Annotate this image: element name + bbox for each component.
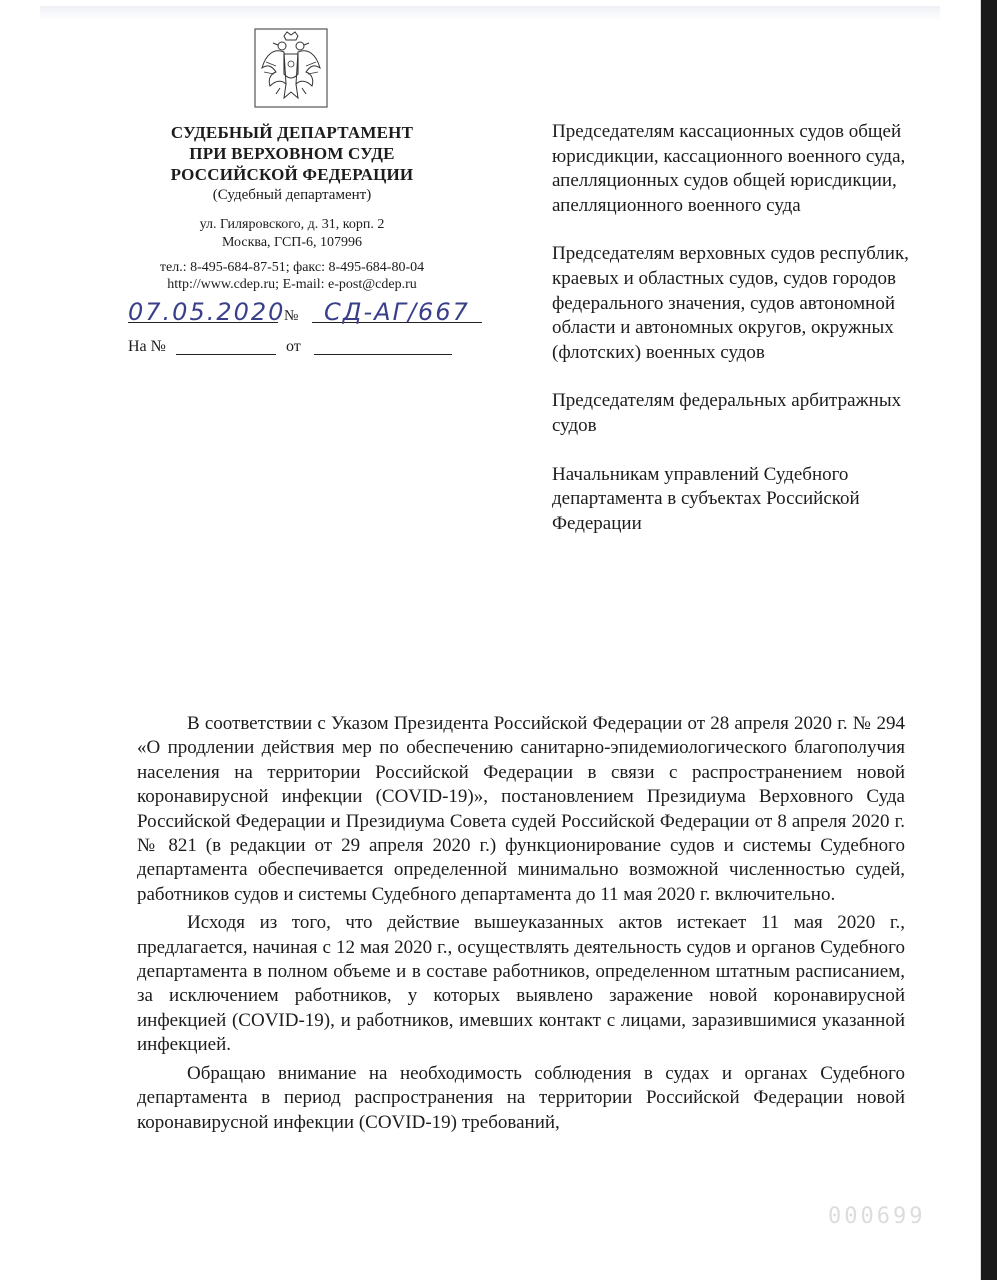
addressee-2: Председателям верховных судов республик, краевых и областных судов, судов городов федерального значения, судов автономной области и автономных округов, окружных (флотских) военных судов — [552, 243, 909, 363]
scan-artifact — [40, 6, 940, 20]
department-name-line1: СУДЕБНЫЙ ДЕПАРТАМЕНТ — [170, 123, 414, 142]
sheet-number: 000699 — [828, 1204, 926, 1229]
reference-row — [128, 338, 468, 360]
registration-row — [124, 298, 504, 330]
registration-date: 07.05.2020 — [128, 298, 286, 326]
reference-from-label: от — [286, 338, 301, 355]
web-email-line: http://www.cdep.ru; E-mail: e-post@cdep.ru — [167, 277, 417, 292]
addressee-3: Председателям федеральных арбитражных судов — [552, 390, 902, 436]
body-paragraph-3: Обращаю внимание на необходимость соблюдения в судах и органах Судебного департамента в период распространения на территории Российской Федерации новой коронавирусной инфекции (COVID-19) требований, — [137, 1062, 905, 1133]
body-paragraph-1: В соответствии с Указом Президента Российской Федерации от 28 апреля 2020 г. № 294 «О продлении действия мер по обеспечению санитарно-эпидемиологического благополучия населения на территории Российской Федерации в связи с распространением новой коронавирусной инфекции (COVID-19)», постановлением Президиума Верховного Суда Российской Федерации и Президиума Совета судей Российской Федерации от 8 апреля 2020 г. № 821 (в редакции от 29 апреля 2020 г.) функционирование судов и системы Судебного департамента обеспечивается определенной минимально возможной численностью судей, работников судов и системы Судебного департамента до 11 мая 2020 г. включительно. — [137, 713, 905, 905]
department-header — [128, 122, 456, 252]
department-short-name: (Судебный департамент) — [212, 187, 372, 203]
reference-label: На № — [128, 338, 166, 355]
addressee-4: Начальникам управлений Судебного департамента в субъектах Российской Федерации — [552, 463, 860, 534]
coat-of-arms-icon — [254, 28, 328, 108]
reference-number-underline — [176, 354, 276, 355]
phone-fax-line: тел.: 8-495-684-87-51; факс: 8-495-684-80-04 — [159, 260, 425, 275]
address-line2: Москва, ГСП-6, 107996 — [221, 235, 363, 250]
addressee-1: Председателям кассационных судов общей юрисдикции, кассационного военного суда, апелляционных судов общей юрисдикции, апелляционного военного суда — [552, 121, 906, 216]
body-paragraph-2: Исходя из того, что действие вышеуказанных актов истекает 11 мая 2020 г., предлагается, начиная с 12 мая 2020 г., осуществлять деятельность судов и органов Судебного департамента в полном объеме и в составе работников, определенном штатным расписанием, за исключением работников, у которых выявлено заражение новой коронавирусной инфекцией (COVID-19), и работников, имевших контакт с лицами, заразившимися указанной инфекцией. — [137, 912, 905, 1056]
department-contacts — [128, 259, 456, 293]
department-address — [128, 216, 456, 252]
address-line1: ул. Гиляровского, д. 31, корп. 2 — [199, 217, 385, 232]
reference-date-underline — [314, 354, 452, 355]
number-sign: № — [284, 308, 299, 324]
department-name-line3: РОССИЙСКОЙ ФЕДЕРАЦИИ — [170, 165, 414, 184]
addressees-block — [552, 120, 932, 560]
department-name-line2: ПРИ ВЕРХОВНОМ СУДЕ — [189, 144, 395, 163]
letter-body — [137, 712, 905, 1139]
registration-number: СД-АГ/667 — [324, 298, 470, 326]
